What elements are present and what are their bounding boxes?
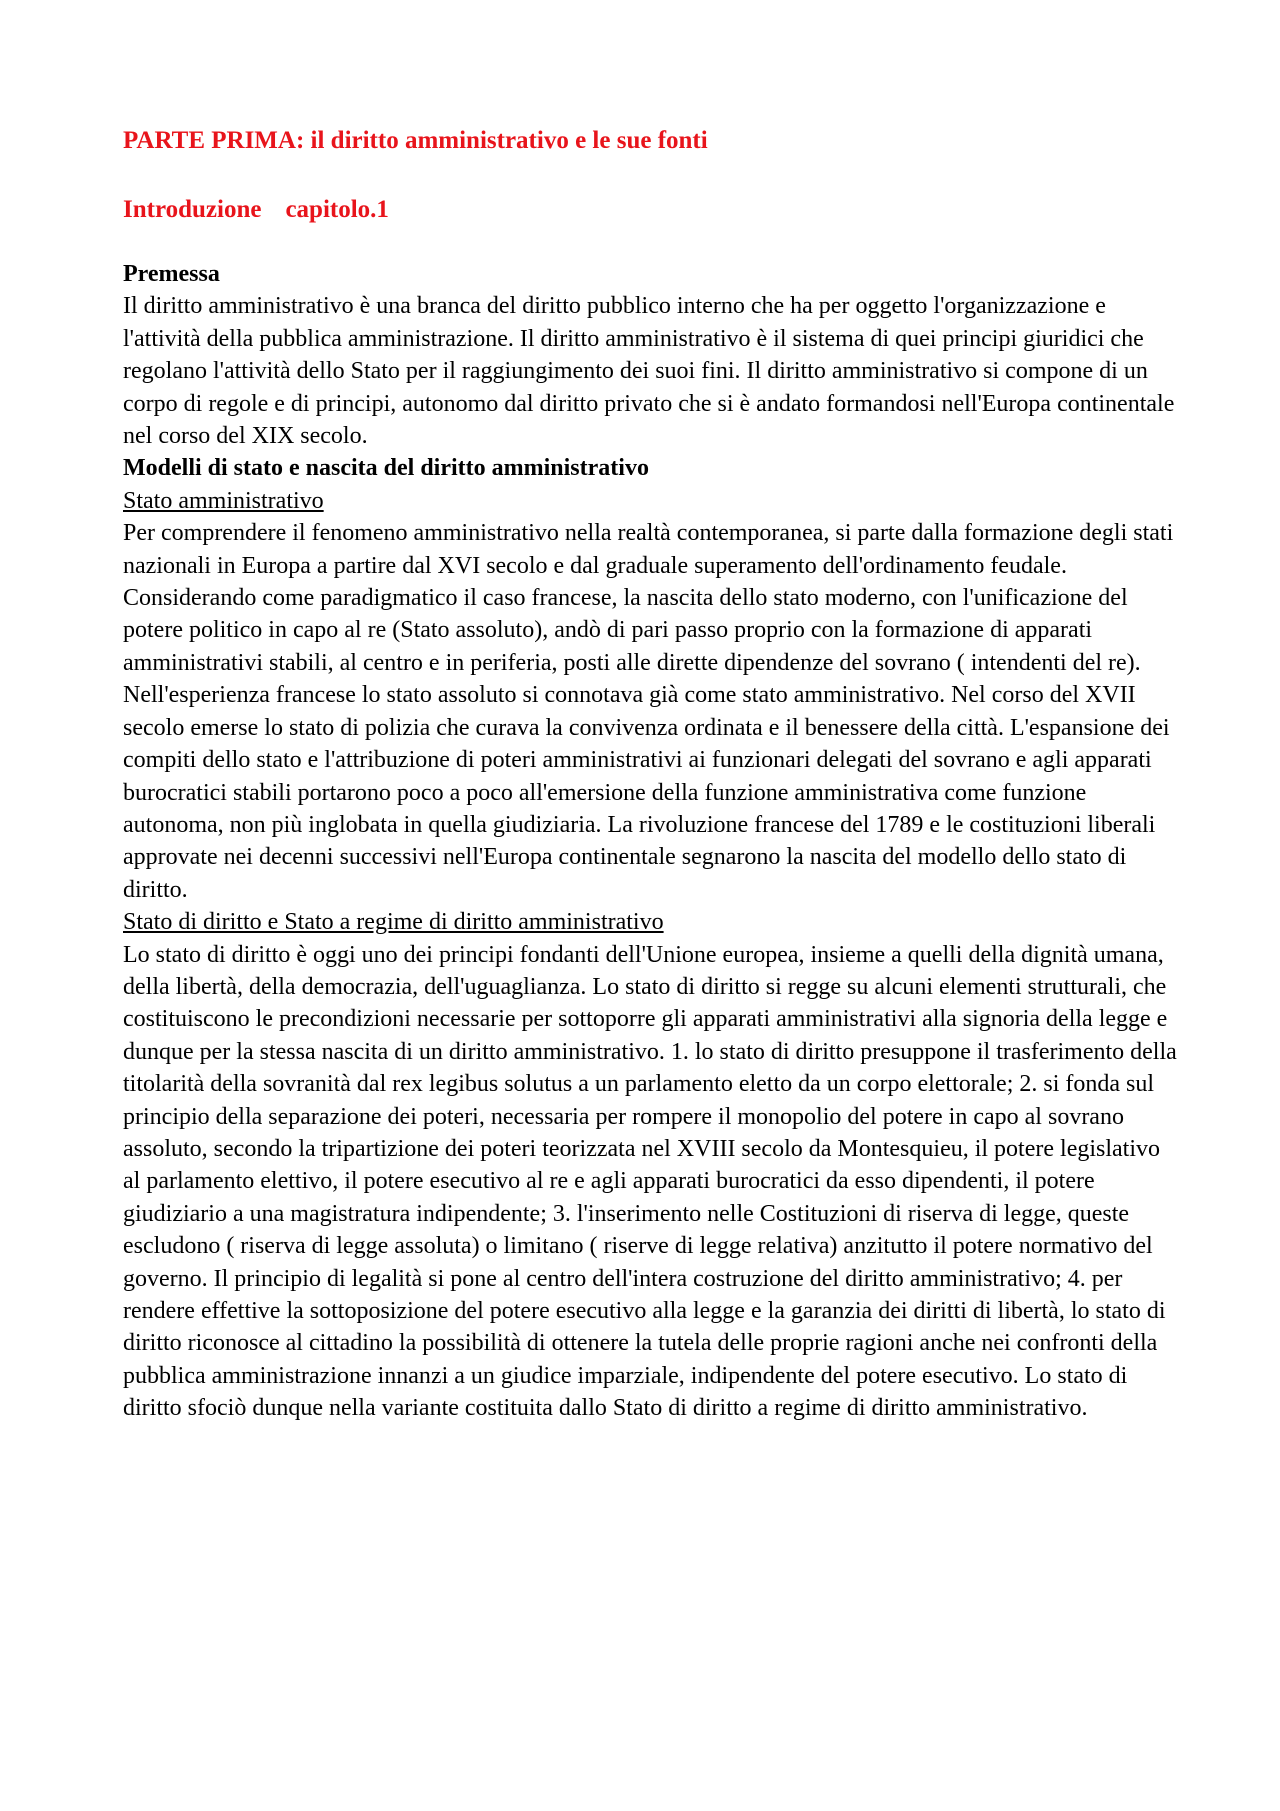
chapter-title	[123, 195, 389, 225]
paragraph-stato-di-diritto: Lo stato di diritto è oggi uno dei principi fondanti dell'Unione europea, insieme a quelli della dignità umana, della libertà, della democrazia, dell'uguaglianza. Lo stato di diritto si regge su alcuni elementi strutturali, che costituiscono le precondizioni necessarie per sottoporre gli apparati amministrativi alla signoria della legge e dunque per la stessa nascita di un diritto amministrativo. 1. lo stato di diritto presuppone il trasferimento della titolarità della sovranità dal rex legibus solutus a un parlamento eletto da un corpo elettorale; 2. si fonda sul principio della separazione dei poteri, necessaria per rompere il monopolio del potere in capo al sovrano assoluto, secondo la tripartizione dei poteri teorizzata nel XVIII secolo da Montesquieu, il potere legislativo al parlamento elettivo, il potere esecutivo al re e agli apparati burocratici da esso dipendenti, il potere giudiziario a una magistratura indipendente; 3. l'inserimento nelle Costituzioni di riserva di legge, queste escludono ( riserva di legge assoluta) o limitano ( riserve di legge relativa) anzitutto il potere normativo del governo. Il principio di legalità si pone al centro dell'intera costruzione del diritto amministrativo; 4. per rendere effettive la sottoposizione del potere esecutivo alla legge e la garanzia dei diritti di libertà, lo stato di diritto riconosce al cittadino la possibilità di ottenere la tutela delle proprie ragioni anche nei confronti della pubblica amministrazione innanzi a un giudice imparziale, indipendente del potere esecutivo. Lo stato di diritto sfociò dunque nella variante costituita dallo Stato di diritto a regime di diritto amministrativo.	[123, 941, 1177, 1422]
section-heading-modelli: Modelli di stato e nascita del diritto amministrativo	[123, 455, 649, 482]
document-body	[123, 258, 1183, 1425]
chapter-number: capitolo.1	[285, 196, 389, 223]
subsection-heading-stato-amministrativo: Stato amministrativo	[123, 487, 324, 514]
subsection-heading-stato-di-diritto: Stato di diritto e Stato a regime di diritto amministrativo	[123, 909, 664, 936]
chapter-title-text: Introduzione	[123, 196, 262, 223]
paragraph-premessa: Il diritto amministrativo è una branca del diritto pubblico interno che ha per oggetto l'organizzazione e l'attività della pubblica amministrazione. Il diritto amministrativo è il sistema di quei principi giuridici che regolano l'attività dello Stato per il raggiungimento dei suoi fini. Il diritto amministrativo si compone di un corpo di regole e di principi, autonomo dal diritto privato che si è andato formandosi nell'Europa continentale nel corso del XIX secolo.	[123, 293, 1175, 450]
part-title: PARTE PRIMA: il diritto amministrativo e le sue fonti	[123, 127, 708, 154]
section-heading-premessa: Premessa	[123, 261, 220, 287]
paragraph-stato-amministrativo: Per comprendere il fenomeno amministrativo nella realtà contemporanea, si parte dalla formazione degli stati nazionali in Europa a partire dal XVI secolo e dal graduale superamento dell'ordinamento feudale. Considerando come paradigmatico il caso francese, la nascita dello stato moderno, con l'unificazione del potere politico in capo al re (Stato assoluto), andò di pari passo proprio con la formazione di apparati amministrativi stabili, al centro e in periferia, posti alle dirette dipendenze del sovrano ( intendenti del re). Nell'esperienza francese lo stato assoluto si connotava già come stato amministrativo. Nel corso del XVII secolo emerse lo stato di polizia che curava la convivenza ordinata e il benessere della città. L'espansione dei compiti dello stato e l'attribuzione di poteri amministrativi ai funzionari delegati del sovrano e agli apparati burocratici stabili portarono poco a poco all'emersione della funzione amministrativa come funzione autonoma, non più inglobata in quella giudiziaria. La rivoluzione francese del 1789 e le costituzioni liberali approvate nei decenni successivi nell'Europa continentale segnarono la nascita del modello dello stato di diritto.	[123, 520, 1174, 903]
